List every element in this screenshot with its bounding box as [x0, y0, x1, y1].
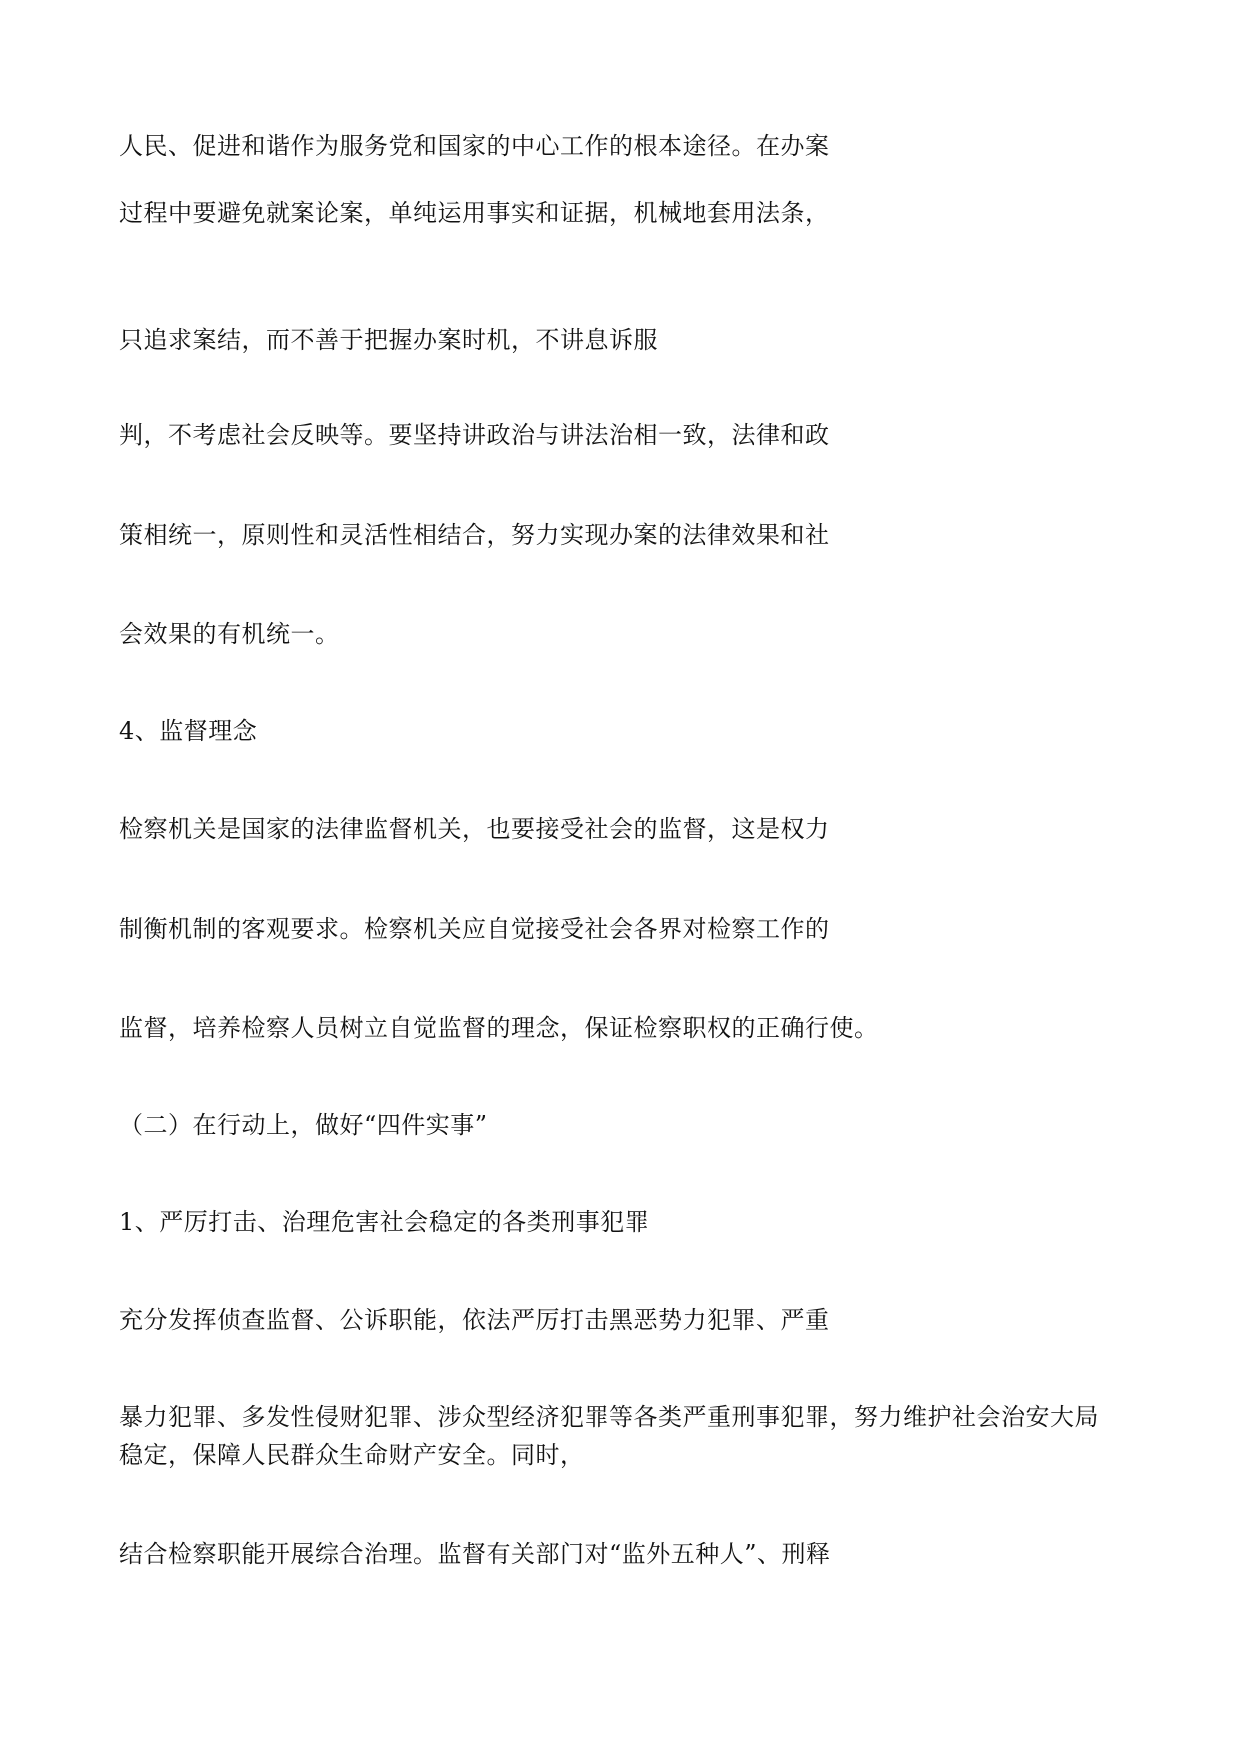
text-line: 会效果的有机统一。: [119, 620, 340, 648]
section-heading: 4、监督理念: [119, 717, 258, 745]
text-line: 制衡机制的客观要求。检察机关应自觉接受社会各界对检察工作的: [119, 915, 830, 943]
text-line: 监督，培养检察人员树立自觉监督的理念，保证检察职权的正确行使。: [119, 1014, 879, 1042]
text-line: 暴力犯罪、多发性侵财犯罪、涉众型经济犯罪等各类严重刑事犯罪，努力维护社会治安大局: [119, 1403, 1099, 1431]
subsection-heading: 1、严厉打击、治理危害社会稳定的各类刑事犯罪: [119, 1208, 650, 1236]
text-line: 过程中要避免就案论案，单纯运用事实和证据，机械地套用法条，: [119, 199, 830, 227]
text-line: 判，不考虑社会反映等。要坚持讲政治与讲法治相一致，法律和政: [119, 421, 830, 449]
text-line: 只追求案结，而不善于把握办案时机，不讲息诉服: [119, 326, 658, 354]
text-line: 充分发挥侦查监督、公诉职能，依法严厉打击黑恶势力犯罪、严重: [119, 1306, 830, 1334]
text-line: 稳定，保障人民群众生命财产安全。同时，: [119, 1441, 585, 1469]
text-line: 策相统一，原则性和灵活性相结合，努力实现办案的法律效果和社: [119, 521, 830, 549]
text-line: 检察机关是国家的法律监督机关，也要接受社会的监督，这是权力: [119, 815, 830, 843]
section-heading: （二）在行动上，做好“四件实事”: [119, 1111, 488, 1139]
text-line: 人民、促进和谐作为服务党和国家的中心工作的根本途径。在办案: [119, 132, 830, 160]
text-line: 结合检察职能开展综合治理。监督有关部门对“监外五种人”、刑释: [119, 1540, 831, 1568]
